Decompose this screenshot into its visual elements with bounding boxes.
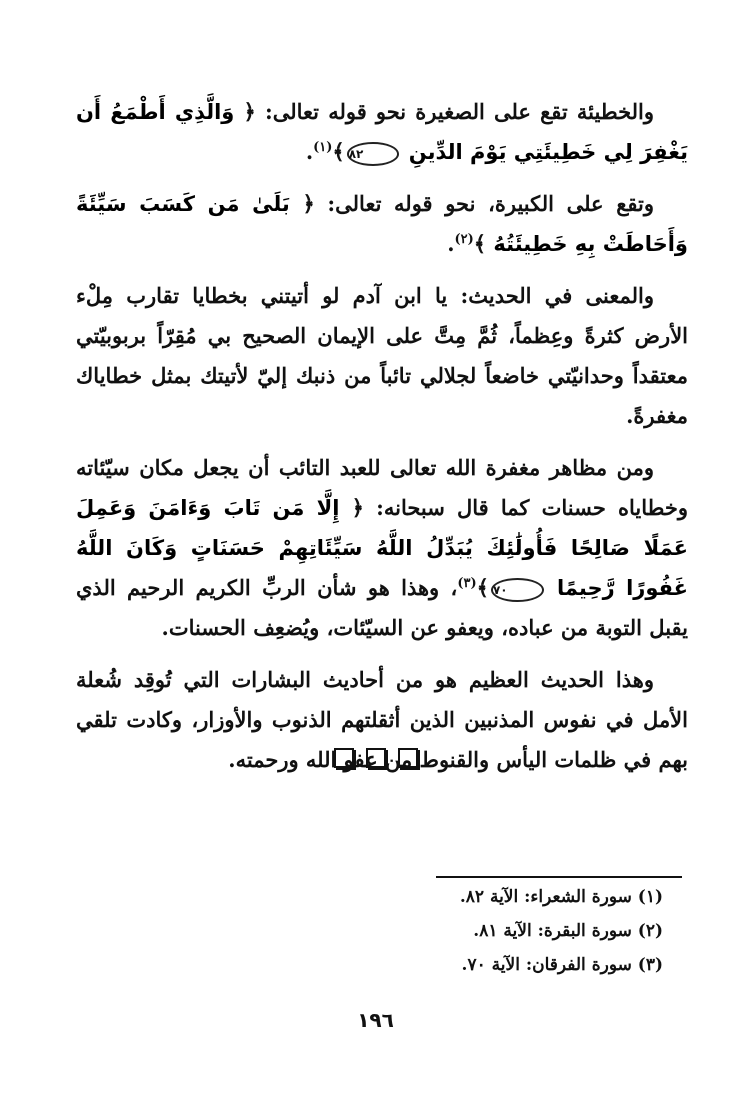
footnotes [263,880,663,982]
separator-square-icon [334,748,354,768]
footnote-2: (٢) سورة البقرة: الآية ٨١. [473,921,663,941]
quran-verse-1: وَالَّذِي أَطْمَعُ أَن يَغْفِرَ لِي خَطِيئَتِي يَوْمَ الدِّينِ [76,100,688,164]
footnote-divider [436,876,682,878]
ayah-number-marker: ٨٢ [347,142,400,166]
paragraph-2 [76,184,688,264]
quran-verse-2: بَلَىٰ مَن كَسَبَ سَيِّئَةً وَأَحَاطَتْ بِهِ خَطِيئَتُهُ [76,192,688,256]
page-body [76,92,688,792]
footnote-ref-2: (٢) [454,232,474,247]
paragraph-1-end: . [305,139,314,164]
section-separator [326,748,426,770]
paragraph-1-text: والخطيئة تقع على الصغيرة نحو قوله تعالى: [255,99,655,124]
paragraph-4 [76,448,688,648]
footnote-3: (٣) سورة الفرقان: الآية ٧٠. [461,955,663,975]
paragraph-2-text: وتقع على الكبيرة، نحو قوله تعالى: [314,191,654,216]
paragraph-5: وهذا الحديث العظيم هو من أحاديث البشارات التي تُوقِد شُعلة الأمل في نفوس المذنبين الذين أثقلتهم الذنوب والأوزار، وكادت تلقي بهم في ظلمات اليأس والقنوط من عفو الله ورحمته. [76,667,688,772]
quran-open-bracket: ﴿ [351,496,364,520]
quran-open-bracket: ﴿ [302,192,315,216]
paragraph-4-end: ، وهذا هو شأن الربِّ الكريم الرحيم الذي يقبل التوبة من عباده، ويعفو عن السيّئات، ويُضعِف الحسنات. [76,575,688,640]
quran-close-bracket: ﴾ [476,576,489,600]
paragraph-3: والمعنى في الحديث: يا ابن آدم لو أتيتني بخطايا تقارب مِلْء الأرض كثرةً وعِظماً، ثُمَّ مِتَّ على الإيمان الصحيح بي مُقِرّاً بربوبيّتي معتقداً وحدانيّتي خاضعاً لجلالي تائباً من ذنبك إليّ لأتيتك بمثل خطاياك مغفرةً. [76,283,688,428]
separator-square-icon [398,748,418,768]
footnote-1: (١) سورة الشعراء: الآية ٨٢. [459,887,663,907]
paragraph-4-text: ومن مظاهر مغفرة الله تعالى للعبد التائب أن يجعل مكان سيّئاته وخطاياه حسنات كما قال سبحانه: [76,455,688,520]
quran-verse-3: إِلَّا مَن تَابَ وَءَامَنَ وَعَمِلَ عَمَلًا صَالِحًا فَأُولَٰئِكَ يُبَدِّلُ اللَّهُ سَيِّئَاتِهِمْ حَسَنَاتٍ وَكَانَ اللَّهُ غَفُورًا رَّحِيمًا [76,496,688,600]
footnote-ref-1: (١) [313,140,333,155]
footnote-ref-3: (٣) [457,576,477,591]
quran-close-bracket: ﴾ [332,140,345,164]
ayah-number-marker: ٧٠ [491,578,544,602]
paragraph-2-end: . [447,231,455,256]
separator-square-icon [366,748,386,768]
paragraph-1 [76,92,688,172]
page-number: ١٩٦ [357,1008,394,1032]
quran-close-bracket: ﴾ [473,232,487,256]
quran-open-bracket: ﴿ [243,100,256,124]
